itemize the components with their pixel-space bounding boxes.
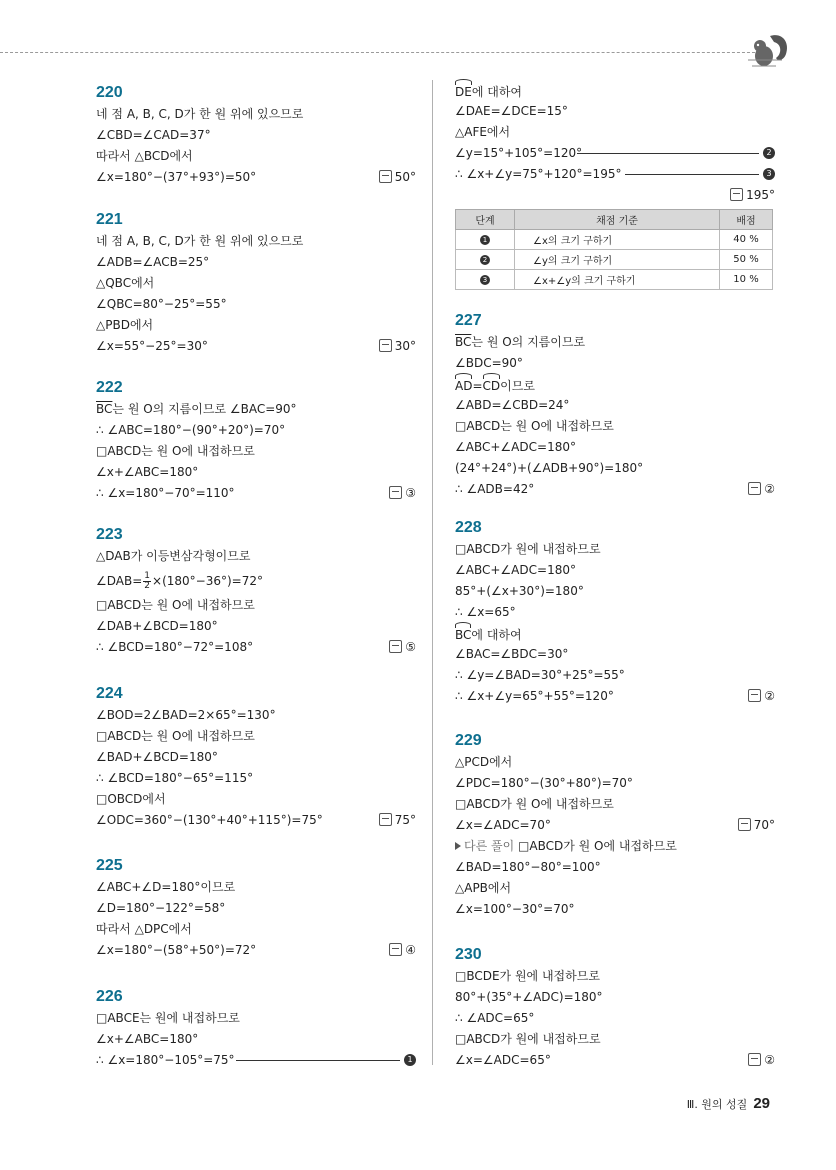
problem-number: 224 (96, 685, 123, 702)
solution-line: ∠DAB= $\frac{1}{2}$ ×(180°−36°)=72° (96, 571, 264, 591)
triangle-bullet-icon (455, 842, 461, 850)
alternative-solution: 다른 풀이 □ABCD가 원 O에 내접하므로 (455, 836, 775, 857)
solution-line: 80°+(35°+∠ADC)=180° (455, 990, 603, 1004)
squirrel-mascot-icon (742, 30, 792, 74)
solution-line: 따라서 △DPC에서 (96, 922, 192, 936)
solution-line: ∠BDC=90° (455, 356, 523, 370)
answer-icon (379, 813, 392, 826)
table-header: 배점 (720, 210, 773, 230)
solution-line: △AFE에서 (455, 125, 511, 139)
solution-line: 85°+(∠x+30°)=180° (455, 584, 584, 598)
table-cell: ∠x+∠y의 크기 구하기 (515, 270, 720, 290)
solution-line: ∠DAE=∠DCE=15° (455, 104, 568, 118)
page-footer (687, 1095, 770, 1112)
table-row (456, 270, 773, 290)
solution-line: △PBD에서 (96, 318, 154, 332)
solution-line: ∠x=∠ADC=65° ② (455, 1050, 775, 1071)
answer-icon (748, 689, 761, 702)
solution-line: 따라서 △BCD에서 (96, 149, 193, 163)
solution-line: ∠BAD=180°−80°=100° (455, 860, 601, 874)
solution-line: ∴ ∠x=65° (455, 605, 516, 619)
problem-number: 229 (455, 732, 482, 749)
answer-icon (738, 818, 751, 831)
problem-number: 230 (455, 946, 482, 963)
step-marker: 3 (763, 168, 775, 180)
solution-line: ∴ ∠x+∠y=75°+120°=195° 3 (455, 164, 775, 185)
answer-icon (748, 1053, 761, 1066)
problem-229 (455, 730, 775, 920)
problem-230 (455, 944, 775, 1071)
solution-line: ∠BAC=∠BDC=30° (455, 647, 569, 661)
answer-badge: 70° (738, 815, 775, 836)
solution-line: □ABCD가 원에 내접하므로 (455, 542, 601, 556)
problem-number: 228 (455, 519, 482, 536)
leader-line (236, 1060, 400, 1061)
solution-line: ∠x+∠ABC=180° (96, 1032, 199, 1046)
solution-line: △QBC에서 (96, 276, 155, 290)
solution-line: ∠BAD+∠BCD=180° (96, 750, 218, 764)
solution-line: ∠QBC=80°−25°=55° (96, 297, 227, 311)
answer-icon (379, 339, 392, 352)
solution-line (455, 185, 775, 206)
solution-line: □BCDE가 원에 내접하므로 (455, 969, 600, 983)
answer-badge: ② (748, 686, 775, 707)
solution-line: ∠x=180°−(37°+93°)=50° 50° (96, 167, 416, 188)
solution-line: ∠x=∠ADC=70° 70° (455, 815, 775, 836)
header-rule (0, 52, 760, 53)
leader-line (625, 174, 759, 175)
table-header: 채점 기준 (515, 210, 720, 230)
solution-line: AD=CD이므로 (455, 374, 775, 395)
table-row (456, 230, 773, 250)
solution-line: □OBCD에서 (96, 792, 166, 806)
answer-badge: 50° (379, 167, 416, 188)
solution-line: BC에 대하여 (455, 623, 775, 644)
problem-226 (96, 986, 416, 1071)
answer-icon (379, 170, 392, 183)
solution-line: ∠x=180°−(58°+50°)=72° ④ (96, 940, 416, 961)
problem-number: 221 (96, 211, 123, 228)
solution-line: ∴ ∠BCD=180°−72°=108° ⑤ (96, 637, 416, 658)
solution-line: ∴ ∠ABC=180°−(90°+20°)=70° (96, 423, 286, 437)
answer-badge: ⑤ (389, 637, 416, 658)
problem-228 (455, 517, 775, 707)
answer-badge: ③ (389, 483, 416, 504)
solution-line: ∴ ∠ADC=65° (455, 1011, 535, 1025)
solution-line: □ABCD가 원에 내접하므로 (455, 1032, 601, 1046)
answer-icon (389, 640, 402, 653)
solution-line: △PCD에서 (455, 755, 513, 769)
problem-222 (96, 377, 416, 504)
problem-number: 220 (96, 84, 123, 101)
problem-221 (96, 209, 416, 357)
table-cell: 10 % (720, 270, 773, 290)
solution-line: □ABCE는 원에 내접하므로 (96, 1011, 240, 1025)
table-cell: ∠x의 크기 구하기 (515, 230, 720, 250)
solution-line: ∠PDC=180°−(30°+80°)=70° (455, 776, 633, 790)
solution-line: ∠ABC+∠D=180°이므로 (96, 880, 236, 894)
table-cell: ∠y의 크기 구하기 (515, 250, 720, 270)
solution-line: ∠CBD=∠CAD=37° (96, 128, 211, 142)
problem-223 (96, 524, 416, 658)
solution-line: □ABCD는 원 O에 내접하므로 (455, 419, 614, 433)
answer-icon (748, 482, 761, 495)
answer-icon (389, 943, 402, 956)
solution-line: ∠x=55°−25°=30° 30° (96, 336, 416, 357)
problem-number: 225 (96, 857, 123, 874)
chapter-label: Ⅲ. 원의 성질 (686, 1098, 748, 1111)
solution-line: △APB에서 (455, 881, 512, 895)
grading-criteria-table (455, 209, 773, 290)
problem-225 (96, 855, 416, 961)
solution-line: ∠D=180°−122°=58° (96, 901, 226, 915)
solution-line: DE에 대하여 (455, 80, 775, 101)
solution-line: ∴ ∠y=∠BAD=30°+25°=55° (455, 668, 625, 682)
problem-227 (455, 310, 775, 500)
problem-224 (96, 683, 416, 831)
page-number: 29 (753, 1095, 770, 1112)
step-marker: 1 (404, 1054, 416, 1066)
solution-line: ∠ABC+∠ADC=180° (455, 440, 576, 454)
solution-line: □ABCD는 원 O에 내접하므로 (96, 729, 255, 743)
solution-line: ∠ADB=∠ACB=25° (96, 255, 210, 269)
answer-badge: 195° (730, 185, 775, 206)
answer-badge: ② (748, 1050, 775, 1071)
problem-220 (96, 82, 416, 188)
solution-line: ∠ABC+∠ADC=180° (455, 563, 576, 577)
solution-line: □ABCD가 원 O에 내접하므로 (455, 797, 614, 811)
problem-number: 226 (96, 988, 123, 1005)
problem-number: 222 (96, 379, 123, 396)
solution-line: ∴ ∠x=180°−105°=75° 1 (96, 1050, 416, 1071)
solution-line: ∠ABD=∠CBD=24° (455, 398, 570, 412)
column-divider (432, 80, 433, 1065)
solution-line: ∠BOD=2∠BAD=2×65°=130° (96, 708, 276, 722)
answer-badge: 75° (379, 810, 416, 831)
step-marker: 2 (480, 255, 490, 265)
problem-number: 227 (455, 312, 482, 329)
table-header: 단계 (456, 210, 515, 230)
leader-line (577, 153, 759, 154)
step-marker: 1 (480, 235, 490, 245)
solution-line: □ABCD는 원 O에 내접하므로 (96, 598, 255, 612)
solution-line: ∴ ∠ADB=42° ② (455, 479, 775, 500)
solution-line: 네 점 A, B, C, D가 한 원 위에 있으므로 (96, 107, 304, 121)
table-row (456, 250, 773, 270)
solution-line: 네 점 A, B, C, D가 한 원 위에 있으므로 (96, 234, 304, 248)
solution-line: ∠y=15°+105°=120° 2 (455, 143, 775, 164)
table-cell: 40 % (720, 230, 773, 250)
problem-226-continued (455, 80, 775, 206)
step-marker: 2 (763, 147, 775, 159)
answer-icon (730, 188, 743, 201)
solution-line: ∠x=100°−30°=70° (455, 902, 575, 916)
answer-badge: ② (748, 479, 775, 500)
fraction: $\frac{1}{2}$ (144, 571, 151, 591)
answer-badge: 30° (379, 336, 416, 357)
solution-line: (24°+24°)+(∠ADB+90°)=180° (455, 461, 644, 475)
solution-line: △DAB가 이등변삼각형이므로 (96, 549, 251, 563)
solution-line: ∠x+∠ABC=180° (96, 465, 199, 479)
step-marker: 3 (480, 275, 490, 285)
solution-line: ∠ODC=360°−(130°+40°+115°)=75° 75° (96, 810, 416, 831)
solution-line: ∠DAB+∠BCD=180° (96, 619, 218, 633)
solution-line: ∴ ∠x+∠y=65°+55°=120° ② (455, 686, 775, 707)
table-cell: 50 % (720, 250, 773, 270)
solution-line: $\overline{BC}$는 원 O의 지름이므로 (455, 335, 586, 349)
solution-line: □ABCD는 원 O에 내접하므로 (96, 444, 255, 458)
solution-line: ∴ ∠BCD=180°−65°=115° (96, 771, 254, 785)
answer-badge: ④ (389, 940, 416, 961)
solution-line: $\overline{BC}$는 원 O의 지름이므로 ∠BAC=90° (96, 402, 297, 416)
answer-icon (389, 486, 402, 499)
problem-number: 223 (96, 526, 123, 543)
solution-line: ∴ ∠x=180°−70°=110° ③ (96, 483, 416, 504)
